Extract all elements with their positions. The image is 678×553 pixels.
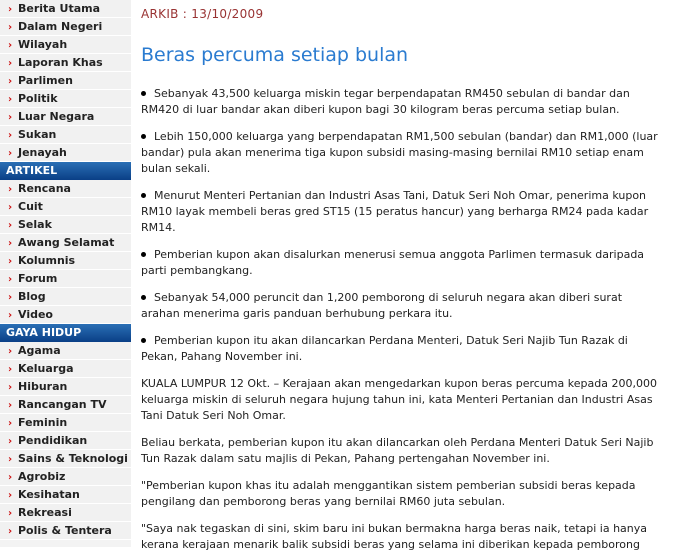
sidebar-item-label: Video xyxy=(18,308,53,321)
chevron-right-icon: › xyxy=(8,364,13,375)
sidebar-item-label: Politik xyxy=(18,92,58,105)
sidebar-item-label: Agama xyxy=(18,344,61,357)
chevron-right-icon: › xyxy=(8,4,13,15)
sidebar-item-label: Kolumnis xyxy=(18,254,76,267)
chevron-right-icon: › xyxy=(8,40,13,51)
highlight-item xyxy=(141,129,663,177)
section-header-artikel: ARTIKEL xyxy=(0,162,131,180)
chevron-right-icon: › xyxy=(8,94,13,105)
sidebar-item-label: Parlimen xyxy=(18,74,73,87)
sidebar-item-label: Cuit xyxy=(18,200,43,213)
sidebar-item[interactable] xyxy=(0,180,131,198)
sidebar-item-label: Kesihatan xyxy=(18,488,80,501)
sidebar-item[interactable] xyxy=(0,216,131,234)
chevron-right-icon: › xyxy=(8,148,13,159)
bullet-icon xyxy=(141,134,146,139)
sidebar-item[interactable] xyxy=(0,18,131,36)
chevron-right-icon: › xyxy=(8,310,13,321)
sidebar-item[interactable] xyxy=(0,414,131,432)
chevron-right-icon: › xyxy=(8,256,13,267)
chevron-right-icon: › xyxy=(8,112,13,123)
sidebar-item-label: Keluarga xyxy=(18,362,74,375)
body-paragraph: "Saya nak tegaskan di sini, skim baru ini bukan bermakna harga beras naik, tetapi ia hanya kerana kerajaan menarik balik subsidi beras yang selama ini diberikan kepada pemborong xyxy=(141,522,648,551)
sidebar-item[interactable] xyxy=(0,432,131,450)
sidebar-item[interactable] xyxy=(0,378,131,396)
sidebar-item[interactable] xyxy=(0,396,131,414)
sidebar-item-label: Sukan xyxy=(18,128,57,141)
chevron-right-icon: › xyxy=(8,490,13,501)
sidebar-item-label: Polis & Tentera xyxy=(18,524,112,537)
sidebar-item[interactable] xyxy=(0,72,131,90)
bullet-icon xyxy=(141,295,146,300)
sidebar-item[interactable] xyxy=(0,36,131,54)
bullet-icon xyxy=(141,91,146,96)
chevron-right-icon: › xyxy=(8,436,13,447)
sidebar-item[interactable] xyxy=(0,54,131,72)
sidebar-item-label: Jenayah xyxy=(18,146,67,159)
sidebar-item-label: Awang Selamat xyxy=(18,236,115,249)
sidebar-item[interactable] xyxy=(0,342,131,360)
chevron-right-icon: › xyxy=(8,382,13,393)
chevron-right-icon: › xyxy=(8,130,13,141)
chevron-right-icon: › xyxy=(8,58,13,69)
sidebar-item[interactable] xyxy=(0,90,131,108)
chevron-right-icon: › xyxy=(8,292,13,303)
chevron-right-icon: › xyxy=(8,274,13,285)
sidebar-item-label: Selak xyxy=(18,218,52,231)
chevron-right-icon: › xyxy=(8,22,13,33)
highlight-text: Sebanyak 43,500 keluarga miskin tegar berpendapatan RM450 sebulan di bandar dan RM420 di luar bandar akan diberi kupon bagi 30 kilogram beras percuma setiap bulan. xyxy=(141,87,630,116)
chevron-right-icon: › xyxy=(8,508,13,519)
sidebar-item[interactable] xyxy=(0,522,131,540)
highlight-text: Sebanyak 54,000 peruncit dan 1,200 pemborong di seluruh negara akan diberi surat arahan menerima garis panduan berhubung perkara itu. xyxy=(141,291,623,320)
chevron-right-icon: › xyxy=(8,346,13,357)
sidebar-nav xyxy=(0,0,131,547)
sidebar-item[interactable] xyxy=(0,108,131,126)
sidebar-item-label: Feminin xyxy=(18,416,68,429)
sidebar-item-label: Forum xyxy=(18,272,58,285)
sidebar-item-label: Blog xyxy=(18,290,46,303)
sidebar-item[interactable] xyxy=(0,252,131,270)
chevron-right-icon: › xyxy=(8,238,13,249)
sidebar-item[interactable] xyxy=(0,486,131,504)
sidebar-item-label: Rekreasi xyxy=(18,506,72,519)
highlight-item xyxy=(141,247,663,279)
sidebar-item[interactable] xyxy=(0,234,131,252)
sidebar-item[interactable] xyxy=(0,0,131,18)
archive-date: ARKIB : 13/10/2009 xyxy=(141,7,264,21)
chevron-right-icon: › xyxy=(8,184,13,195)
sidebar-item[interactable] xyxy=(0,198,131,216)
chevron-right-icon: › xyxy=(8,526,13,537)
sidebar-item-label: Pendidikan xyxy=(18,434,88,447)
sidebar-item-label: Rencana xyxy=(18,182,71,195)
sidebar-item[interactable] xyxy=(0,306,131,324)
bullet-icon xyxy=(141,338,146,343)
sidebar-item-label: Berita Utama xyxy=(18,2,101,15)
body-paragraph: Beliau berkata, pemberian kupon itu akan dilancarkan oleh Perdana Menteri Datuk Seri Najib Tun Razak dalam satu majlis di Pekan, Pahang pertengahan November ini. xyxy=(141,436,654,465)
chevron-right-icon: › xyxy=(8,472,13,483)
highlight-text: Pemberian kupon itu akan dilancarkan Perdana Menteri, Datuk Seri Najib Tun Razak di Pekan, Pahang November ini. xyxy=(141,334,628,363)
article-title: Beras percuma setiap bulan xyxy=(141,44,409,66)
sidebar-item[interactable] xyxy=(0,468,131,486)
bullet-icon xyxy=(141,252,146,257)
chevron-right-icon: › xyxy=(8,220,13,231)
sidebar-item-label: Luar Negara xyxy=(18,110,95,123)
body-paragraph: KUALA LUMPUR 12 Okt. – Kerajaan akan mengedarkan kupon beras percuma kepada 200,000 keluarga miskin di seluruh negara hujung tahun ini, kata Menteri Pertanian dan Industri Asas Tani Datuk Seri Noh Omar. xyxy=(141,377,657,422)
sidebar-item-label: Dalam Negeri xyxy=(18,20,103,33)
sidebar-item[interactable] xyxy=(0,288,131,306)
highlight-item xyxy=(141,290,663,322)
highlight-text: Menurut Menteri Pertanian dan Industri Asas Tani, Datuk Seri Noh Omar, penerima kupon RM10 layak membeli beras gred ST15 (15 peratus hancur) yang berharga RM24 pada kadar RM14. xyxy=(141,189,649,234)
highlight-item xyxy=(141,188,663,236)
highlight-text: Pemberian kupon akan disalurkan menerusi semua anggota Parlimen termasuk daripada parti pembangkang. xyxy=(141,248,645,277)
chevron-right-icon: › xyxy=(8,202,13,213)
body-paragraph: "Pemberian kupon khas itu adalah menggantikan sistem pemberian subsidi beras kepada pengilang dan pemborong beras yang bernilai RM60 juta sebulan. xyxy=(141,479,636,508)
sidebar-item[interactable] xyxy=(0,270,131,288)
highlight-text: Lebih 150,000 keluarga yang berpendapatan RM1,500 sebulan (bandar) dan RM1,000 (luar bandar) pula akan menerima tiga kupon subsidi masing-masing bernilai RM10 setiap enam bulan sekali. xyxy=(141,130,658,175)
sidebar-item[interactable] xyxy=(0,360,131,378)
sidebar-item-label: Agrobiz xyxy=(18,470,66,483)
chevron-right-icon: › xyxy=(8,454,13,465)
sidebar-item-label: Hiburan xyxy=(18,380,68,393)
sidebar-item[interactable] xyxy=(0,126,131,144)
sidebar-item[interactable] xyxy=(0,504,131,522)
highlight-item xyxy=(141,86,663,118)
section-header-gaya-hidup: GAYA HIDUP xyxy=(0,324,131,342)
sidebar-item-label: Sains & Teknologi xyxy=(18,452,128,465)
sidebar-item-label: Laporan Khas xyxy=(18,56,103,69)
sidebar-item[interactable] xyxy=(0,144,131,162)
sidebar-item[interactable] xyxy=(0,450,131,468)
sidebar-item-label: Wilayah xyxy=(18,38,68,51)
bullet-icon xyxy=(141,193,146,198)
chevron-right-icon: › xyxy=(8,76,13,87)
chevron-right-icon: › xyxy=(8,400,13,411)
chevron-right-icon: › xyxy=(8,418,13,429)
highlight-item xyxy=(141,333,663,365)
sidebar-item-label: Rancangan TV xyxy=(18,398,107,411)
